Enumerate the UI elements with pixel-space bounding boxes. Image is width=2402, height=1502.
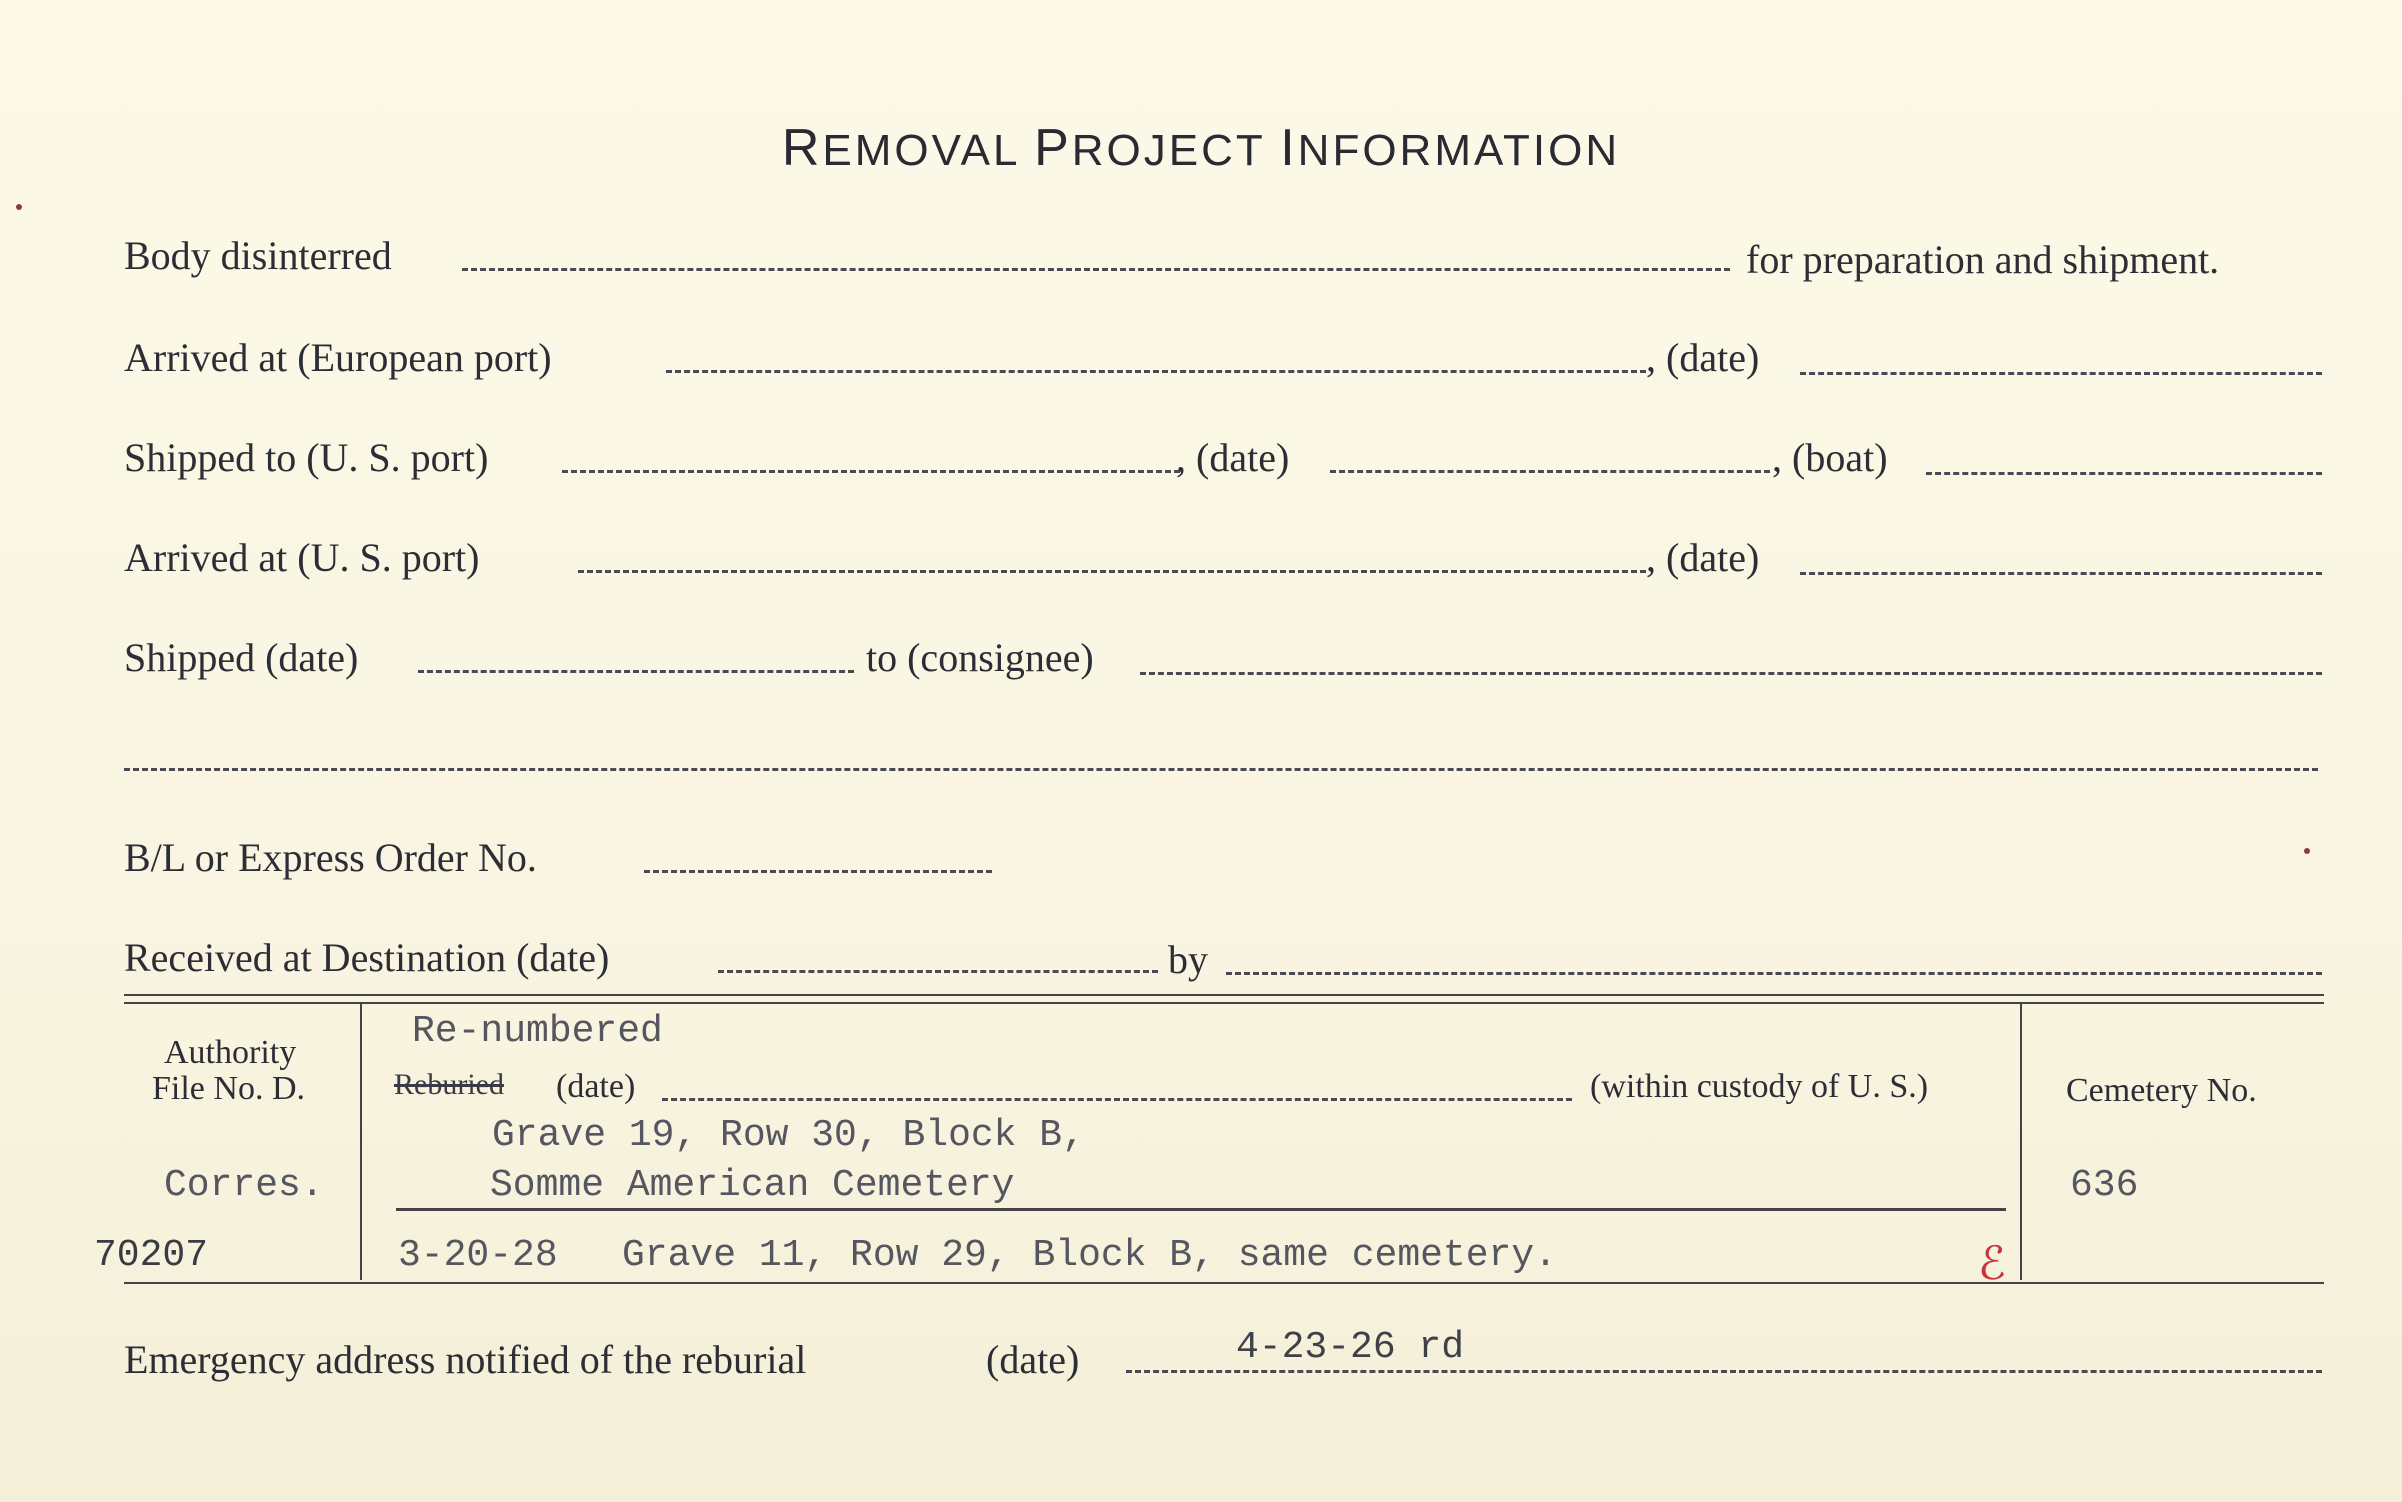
box-top-rule-2 — [124, 1002, 2324, 1004]
received-by-line[interactable] — [1226, 972, 2322, 975]
paper-speck — [16, 204, 22, 210]
title-part-2: ROJECT — [1071, 126, 1281, 175]
card-title — [0, 118, 2402, 178]
received-date-line[interactable] — [718, 970, 1158, 973]
reburied-date-label: (date) — [556, 1068, 636, 1105]
boat-label: , (boat) — [1772, 435, 1888, 480]
shipped-date-field-line[interactable] — [418, 670, 854, 673]
red-check-mark: ℰ — [1978, 1238, 2006, 1289]
box-left-divider — [360, 1004, 362, 1280]
grave-underline — [396, 1208, 2006, 1211]
within-custody-label: (within custody of U. S.) — [1590, 1068, 1929, 1105]
title-cap-p: P — [1034, 119, 1072, 177]
emergency-label: Emergency address notified of the reburial — [124, 1337, 807, 1382]
reburied-date-line[interactable] — [662, 1098, 1572, 1101]
arrived-us-date-line[interactable] — [1800, 572, 2322, 575]
us-port-line[interactable] — [562, 470, 1180, 473]
date-label-1: , (date) — [1646, 335, 1760, 380]
entry-date-text: 3-20-28 — [398, 1234, 558, 1277]
paper-speck — [2304, 848, 2310, 854]
file-no-label: File No. D. — [152, 1070, 305, 1107]
title-cap-r: R — [781, 119, 823, 177]
title-part-3: NFORMATION — [1297, 126, 1621, 175]
european-date-line[interactable] — [1800, 372, 2322, 375]
grave-line-text: Grave 19, Row 30, Block B, — [492, 1114, 1085, 1157]
box-top-rule-1 — [124, 994, 2324, 996]
reburied-struck-label: Reburied — [394, 1068, 504, 1101]
shipped-date-label: Shipped (date) — [124, 635, 359, 680]
emergency-date-value: 4-23-26 rd — [1236, 1326, 1465, 1369]
cemetery-no-value: 636 — [2070, 1164, 2139, 1207]
date-label-3: , (date) — [1646, 535, 1760, 580]
body-disinterred-line[interactable] — [462, 268, 1730, 271]
consignee-line[interactable] — [1140, 672, 2322, 675]
arrived-us-port-line[interactable] — [578, 570, 1646, 573]
shipped-us-port-label: Shipped to (U. S. port) — [124, 435, 489, 480]
title-cap-i: I — [1280, 119, 1298, 177]
european-port-line[interactable] — [666, 370, 1646, 373]
renumbered-text: Re-numbered — [412, 1010, 663, 1053]
corres-text: Corres. — [164, 1164, 324, 1207]
date-label-2: , (date) — [1176, 435, 1290, 480]
boat-line[interactable] — [1926, 472, 2322, 475]
consignee-continuation-line[interactable] — [124, 768, 2318, 771]
cemetery-no-label: Cemetery No. — [2066, 1072, 2257, 1109]
bl-order-line[interactable] — [644, 870, 992, 873]
box-right-divider — [2020, 1004, 2022, 1280]
arrived-us-port-label: Arrived at (U. S. port) — [124, 535, 480, 580]
authority-label: Authority — [164, 1034, 297, 1071]
emergency-date-line[interactable] — [1126, 1370, 2322, 1373]
cemetery-line-text: Somme American Cemetery — [490, 1164, 1015, 1207]
body-disinterred-label: Body disinterred — [124, 233, 392, 278]
emergency-date-label: (date) — [986, 1337, 1080, 1382]
file-number-value: 70207 — [94, 1234, 209, 1277]
title-part-1: EMOVAL — [822, 126, 1035, 175]
arrived-european-port-label: Arrived at (European port) — [124, 335, 552, 380]
for-preparation-label: for preparation and shipment. — [1746, 237, 2220, 282]
bl-order-label: B/L or Express Order No. — [124, 835, 537, 880]
shipped-date-line[interactable] — [1330, 470, 1770, 473]
entry-grave-text: Grave 11, Row 29, Block B, same cemetery. — [622, 1234, 1557, 1277]
received-destination-label: Received at Destination (date) — [124, 935, 610, 980]
consignee-label: to (consignee) — [866, 635, 1094, 680]
by-label: by — [1168, 937, 1208, 982]
